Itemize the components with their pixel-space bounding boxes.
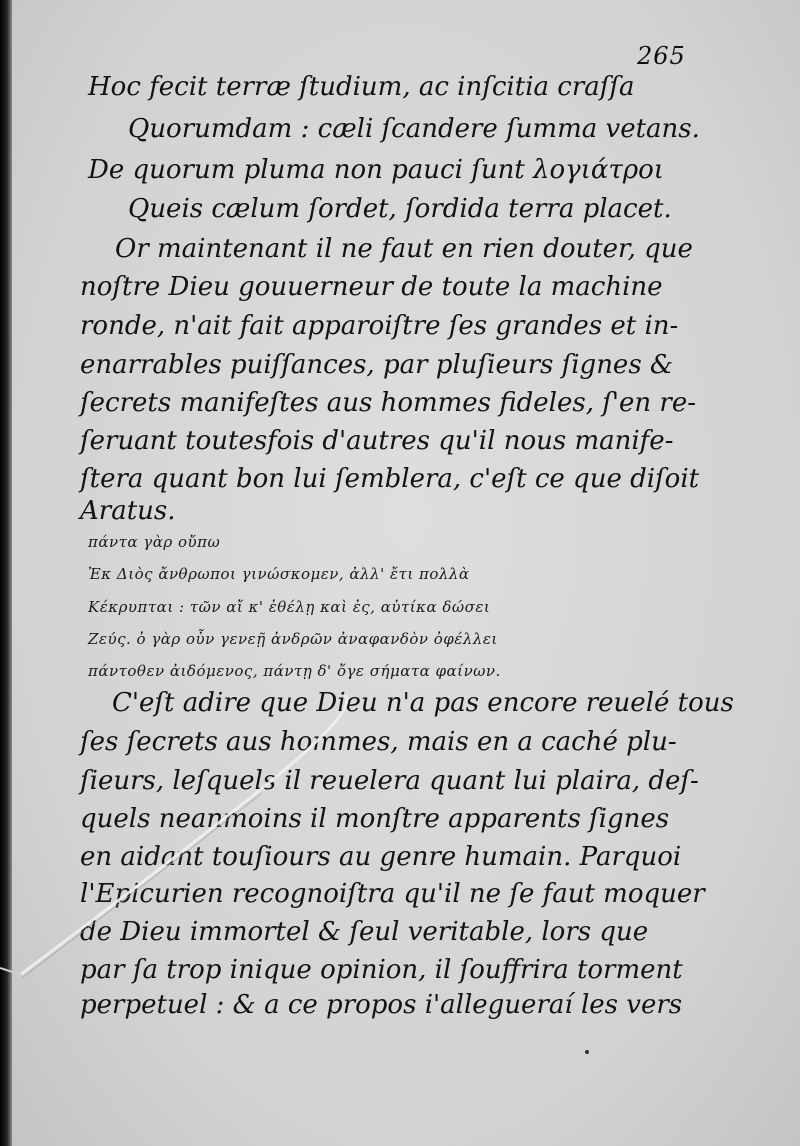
prose-1-line-8: Aratus. — [80, 496, 176, 526]
prose-2-line-2: ſes ſecrets aus hommes, mais en a caché plu- — [80, 727, 677, 757]
greek-line-5: πάντοθεν ἀιδόμενος, πάντῃ δ' ὄγε σήματα φαίνων. — [88, 662, 501, 680]
page-number: 265 — [637, 42, 686, 70]
prose-2-line-9: perpetuel : & a ce propos i'allegueraí les vers — [80, 990, 683, 1020]
poem-line-4: Queis cælum ſordet, ſordida terra placet. — [128, 194, 672, 224]
greek-line-3: Κέκρυπται : τῶν αἴ κ' ἐθέλῃ καὶ ἐς, αὐτίκα δώσει — [88, 598, 491, 616]
ink-speck — [585, 1050, 589, 1054]
prose-2-line-1: C'eſt adire que Dieu n'a pas encore reuelé tous — [112, 688, 734, 718]
prose-1-line-2: noſtre Dieu gouuerneur de toute la machine — [80, 272, 663, 302]
prose-2-line-5: en aidant touſiours au genre humain. Parquoi — [80, 842, 682, 872]
prose-1-line-3: ronde, n'ait fait apparoiſtre ſes grandes et in- — [80, 311, 679, 341]
prose-1-line-7: ſtera quant bon lui ſemblera, c'eſt ce que diſoit — [80, 464, 700, 494]
poem-line-1: Hoc fecit terræ ſtudium, ac inſcitia craſſa — [88, 72, 635, 102]
prose-1-line-4: enarrables puiſſances, par pluſieurs ſignes & — [80, 350, 674, 380]
prose-2-line-4: quels neanmoins il monſtre apparents ſignes — [80, 804, 670, 834]
prose-2-line-6: l'Epicurien recognoiſtra qu'il ne ſe faut moquer — [80, 879, 705, 909]
page-edge-shadow — [0, 0, 12, 1146]
prose-1-line-6: ſeruant toutesfois d'autres qu'il nous manife- — [80, 426, 674, 456]
poem-line-3: De quorum pluma non pauci ſunt λογιάτροι — [88, 155, 664, 185]
prose-1-line-1: Or maintenant il ne faut en rien douter, que — [115, 234, 693, 264]
prose-1-line-5: ſecrets manifeſtes aus hommes fideles, ſ'en re- — [80, 388, 697, 418]
prose-2-line-7: de Dieu immortel & ſeul veritable, lors que — [80, 917, 649, 947]
prose-2-line-3: ſieurs, leſquels il reuelera quant lui plaira, deſ- — [80, 766, 699, 796]
greek-line-2: Ἐκ Διὸς ἄνθρωποι γινώσκομεν, ἀλλ' ἔτι πολλὰ — [88, 565, 470, 583]
prose-2-line-8: par ſa trop inique opinion, il ſouffrira torment — [80, 955, 683, 985]
greek-line-4: Ζεύς. ὁ γὰρ οὖν γενεῇ ἀνδρῶν ἀναφανδὸν ὀφέλλει — [88, 630, 498, 648]
poem-line-2: Quorumdam : cæli ſcandere ſumma vetans. — [128, 114, 700, 144]
greek-line-1: πάντα γὰρ οὔπω — [88, 533, 221, 551]
